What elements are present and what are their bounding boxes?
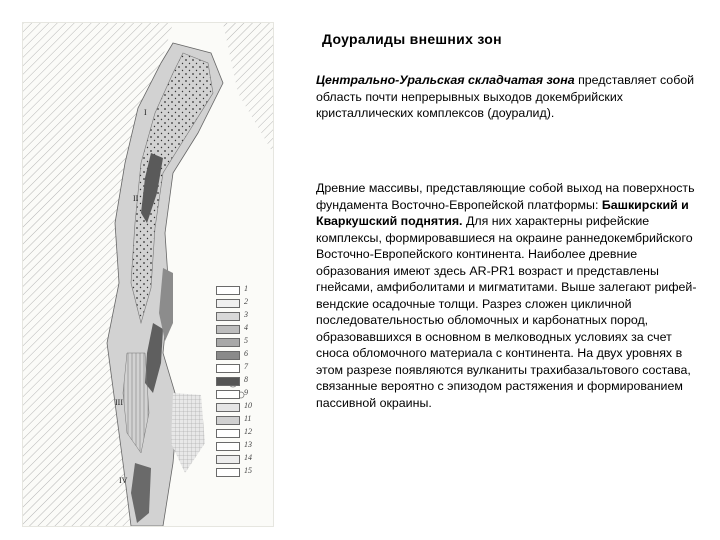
- legend-swatch-13: [216, 442, 240, 451]
- legend-swatch-11: [216, 416, 240, 425]
- legend-item-12: [216, 428, 261, 440]
- legend-swatch-5: [216, 338, 240, 347]
- legend-swatch-9: [216, 390, 240, 399]
- paragraph2-part1: Древние массивы, представляющие собой выход на поверхность фундамента Восточно-Европейской платформы:: [316, 181, 695, 212]
- legend-item-13: [216, 441, 261, 453]
- paragraph-ancient-massifs: [316, 180, 704, 411]
- legend-item-14: [216, 454, 261, 466]
- legend-item-10: [216, 402, 261, 414]
- legend-number-2: 2: [244, 297, 248, 306]
- legend-number-13: 13: [244, 440, 252, 449]
- legend-number-9: 9: [244, 388, 248, 397]
- geologic-map-panel: [22, 22, 274, 527]
- legend-swatch-1: [216, 286, 240, 295]
- legend-number-15: 15: [244, 466, 252, 475]
- legend-item-3: [216, 311, 261, 323]
- legend-swatch-4: [216, 325, 240, 334]
- legend-number-3: 3: [244, 310, 248, 319]
- paragraph-central-ural-zone: [316, 72, 704, 122]
- legend-item-8: [216, 376, 261, 388]
- legend-swatch-10: [216, 403, 240, 412]
- slide-title: Доуралиды внешних зон: [322, 31, 502, 47]
- legend-item-7: [216, 363, 261, 375]
- legend-item-5: [216, 337, 261, 349]
- legend-swatch-6: [216, 351, 240, 360]
- paragraph2-part2: Для них характерны рифейские комплексы, формировавшиеся на окраине раннедокембрийского Восточно-Европейского континента. Наиболее древние образования имеют здесь AR-PR1 возраст и представлены гнейсами, амфиболитами и мигматитами. Выше залегают рифей-вендские осадочные толщи. Разрез сложен цикличной последовательностью обломочных и карбонатных пород, образовавшихся в основном в мелководных условиях за счет сноса обломочного материала с континента. На двух уровнях в этом разрезе появляются вулканиты трахибазальтового состава, связанные вероятно с эпизодом растяжения и формированием пассивной окраины.: [316, 214, 697, 410]
- legend-number-4: 4: [244, 323, 248, 332]
- legend-number-1: 1: [244, 284, 248, 293]
- legend-item-1: [216, 285, 261, 297]
- legend-number-12: 12: [244, 427, 252, 436]
- east-hatched-area: [223, 23, 273, 153]
- legend-number-8: 8: [244, 375, 248, 384]
- legend-item-2: [216, 298, 261, 310]
- legend-item-6: [216, 350, 261, 362]
- legend-number-7: 7: [244, 362, 248, 371]
- map-label-2: II: [133, 194, 139, 203]
- legend-swatch-15: [216, 468, 240, 477]
- map-label-3: III: [115, 398, 123, 407]
- legend-number-11: 11: [244, 414, 252, 423]
- paragraph1-lead: Центрально-Уральская складчатая зона: [316, 73, 575, 87]
- map-label-1: I: [144, 108, 147, 117]
- legend-number-6: 6: [244, 349, 248, 358]
- legend-item-9: [216, 389, 261, 401]
- legend-number-14: 14: [244, 453, 252, 462]
- legend-number-5: 5: [244, 336, 248, 345]
- legend-swatch-8: [216, 377, 240, 386]
- map-label-4: IV: [119, 476, 128, 485]
- legend-swatch-7: [216, 364, 240, 373]
- legend-swatch-12: [216, 429, 240, 438]
- paragraph1-rest: представляет собой область почти непрерывных выходов докембрийских кристаллических комплексов (доуралид).: [316, 73, 695, 120]
- legend-item-15: [216, 467, 261, 479]
- legend-number-10: 10: [244, 401, 252, 410]
- legend-item-4: [216, 324, 261, 336]
- legend-item-11: [216, 415, 261, 427]
- legend-swatch-14: [216, 455, 240, 464]
- legend-swatch-2: [216, 299, 240, 308]
- belt-grid: [171, 393, 205, 473]
- paragraph2-bold: Башкирский и Кваркушский поднятия.: [316, 197, 689, 228]
- legend-swatch-3: [216, 312, 240, 321]
